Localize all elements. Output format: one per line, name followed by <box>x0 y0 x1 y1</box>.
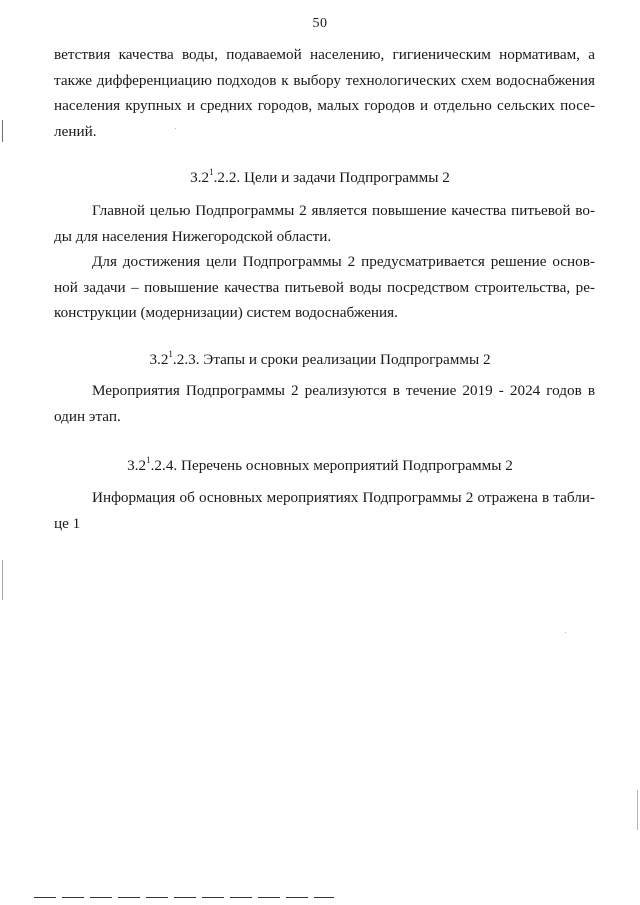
paragraph-line: Для достижения цели Подпрограммы 2 предусматривается решение основ- <box>92 253 595 270</box>
heading-prefix: 3.2 <box>190 169 210 187</box>
heading-text: .2.4. Перечень основных мероприятий Подпрограммы 2 <box>150 457 513 475</box>
paragraph-line: ной задачи – повышение качества питьевой воды посредством строительства, ре- <box>54 278 595 296</box>
section-heading-goals <box>0 162 640 189</box>
paragraph-line: Информация об основных мероприятиях Подпрограммы 2 отражена в табли- <box>92 489 595 506</box>
heading-prefix: 3.2 <box>127 457 147 475</box>
goals-paragraph-1 <box>54 198 595 249</box>
heading-prefix: 3.2 <box>149 351 169 369</box>
paragraph-line: один этап. <box>54 407 121 425</box>
heading-superscript: 1 <box>168 349 173 359</box>
section-heading-stages <box>0 344 640 371</box>
goals-paragraph-2 <box>54 249 595 326</box>
heading-text: .2.3. Этапы и сроки реализации Подпрограммы 2 <box>172 351 491 369</box>
paragraph-line: лений. <box>54 122 97 140</box>
page-number: 50 <box>312 16 328 31</box>
intro-paragraph <box>54 42 595 144</box>
paragraph-line: также дифференциацию подходов к выбору технологических схем водоснабжения <box>54 71 595 89</box>
paragraph-line: конструкции (модернизации) систем водоснабжения. <box>54 304 398 321</box>
heading-superscript: 1 <box>209 167 214 177</box>
paragraph-line: це 1 <box>54 514 81 532</box>
scan-dot <box>565 632 566 633</box>
bottom-dashed-rule <box>34 897 334 898</box>
paragraph-line: Главной целью Подпрограммы 2 является повышение качества питьевой во- <box>92 202 595 219</box>
paragraph-line: населения крупных и средних городов, малых городов и отдельно сельских посе- <box>54 97 595 114</box>
scan-mark <box>2 120 3 142</box>
stages-paragraph <box>54 378 595 429</box>
heading-text: .2.2. Цели и задачи Подпрограммы 2 <box>213 169 450 187</box>
heading-superscript: 1 <box>146 455 151 465</box>
paragraph-line: ды для населения Нижегородской области. <box>54 227 332 245</box>
paragraph-line: Мероприятия Подпрограммы 2 реализуются в течение 2019 - 2024 годов в <box>92 382 595 399</box>
list-paragraph <box>54 485 595 536</box>
scan-mark <box>637 790 638 830</box>
scan-mark <box>2 560 3 600</box>
paragraph-line: ветствия качества воды, подаваемой населению, гигиеническим нормативам, а <box>54 46 595 63</box>
section-heading-list <box>0 450 640 477</box>
